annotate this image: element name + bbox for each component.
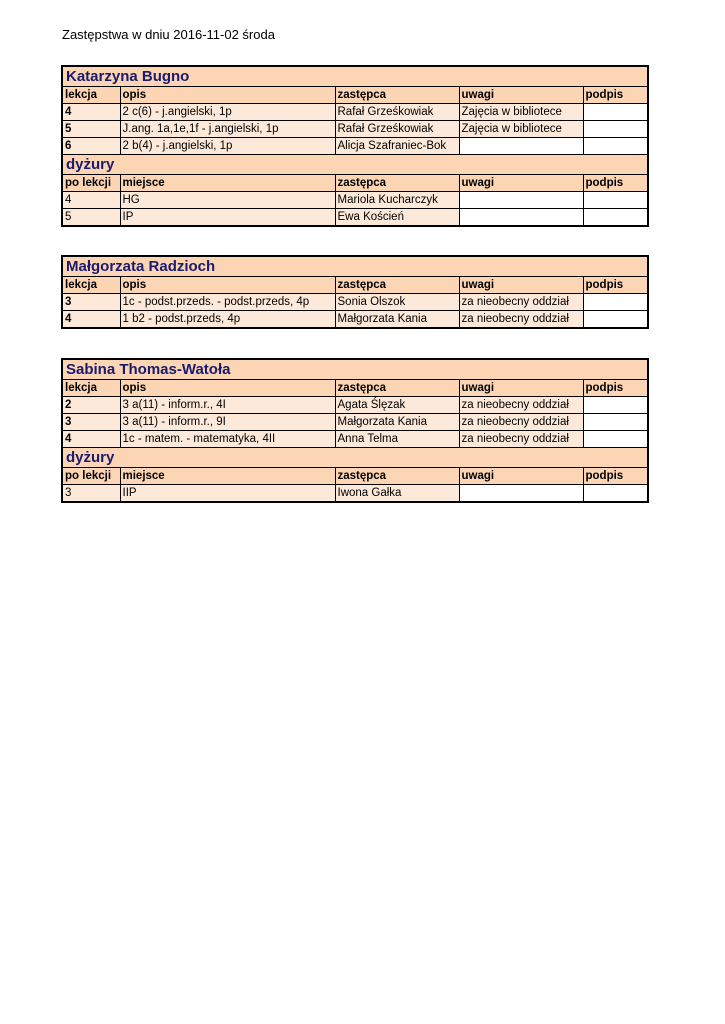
cell-podpis: [583, 138, 647, 155]
header-lekcja: lekcja: [63, 277, 120, 294]
duty-section-title: dyżury: [63, 154, 647, 175]
duty-section-title: dyżury: [63, 447, 647, 468]
table-row: [63, 294, 647, 311]
cell-uwagi: za nieobecny oddział: [459, 311, 583, 328]
cell-zastepca: Sonia Olszok: [335, 294, 459, 311]
header-podpis: podpis: [583, 175, 647, 192]
cell-podpis: [583, 311, 647, 328]
cell-lekcja: 5: [63, 121, 120, 138]
cell-podpis: [583, 121, 647, 138]
header-po-lekcji: po lekcji: [63, 175, 120, 192]
cell-lekcja: 4: [63, 104, 120, 121]
cell-zastepca: Anna Telma: [335, 431, 459, 448]
duty-table: [63, 468, 647, 501]
duty-row: [63, 485, 647, 502]
header-zastepca: zastępca: [335, 277, 459, 294]
cell-uwagi: Zajęcia w bibliotece: [459, 104, 583, 121]
cell-uwagi: za nieobecny oddział: [459, 397, 583, 414]
cell-podpis: [583, 192, 647, 209]
teacher-name: Katarzyna Bugno: [63, 67, 647, 87]
cell-opis: 1c - podst.przeds. - podst.przeds, 4p: [120, 294, 335, 311]
cell-uwagi: za nieobecny oddział: [459, 294, 583, 311]
table-row: [63, 397, 647, 414]
table-header-row: [63, 277, 647, 294]
header-lekcja: lekcja: [63, 87, 120, 104]
cell-podpis: [583, 209, 647, 226]
cell-podpis: [583, 414, 647, 431]
header-zastepca: zastępca: [335, 468, 459, 485]
header-podpis: podpis: [583, 277, 647, 294]
cell-podpis: [583, 104, 647, 121]
cell-po-lekcji: 4: [63, 192, 120, 209]
lessons-table: [63, 380, 647, 447]
header-zastepca: zastępca: [335, 175, 459, 192]
cell-po-lekcji: 5: [63, 209, 120, 226]
duty-table: [63, 175, 647, 225]
header-podpis: podpis: [583, 87, 647, 104]
table-header-row: [63, 87, 647, 104]
header-podpis: podpis: [583, 380, 647, 397]
cell-uwagi: [459, 485, 583, 502]
duty-header-row: [63, 175, 647, 192]
lessons-table: [63, 277, 647, 327]
duty-header-row: [63, 468, 647, 485]
cell-lekcja: 6: [63, 138, 120, 155]
cell-lekcja: 3: [63, 294, 120, 311]
cell-podpis: [583, 431, 647, 448]
cell-lekcja: 4: [63, 311, 120, 328]
table-row: [63, 138, 647, 155]
teacher-name: Sabina Thomas-Watoła: [63, 360, 647, 380]
cell-podpis: [583, 485, 647, 502]
cell-zastepca: Iwona Gałka: [335, 485, 459, 502]
header-opis: opis: [120, 380, 335, 397]
table-header-row: [63, 380, 647, 397]
header-miejsce: miejsce: [120, 468, 335, 485]
cell-uwagi: [459, 209, 583, 226]
cell-zastepca: Alicja Szafraniec-Bok: [335, 138, 459, 155]
cell-uwagi: za nieobecny oddział: [459, 414, 583, 431]
duty-row: [63, 209, 647, 226]
header-zastepca: zastępca: [335, 380, 459, 397]
cell-podpis: [583, 294, 647, 311]
substitution-block-radzioch: [61, 255, 649, 329]
cell-opis: 2 c(6) - j.angielski, 1p: [120, 104, 335, 121]
cell-uwagi: [459, 138, 583, 155]
page-title: Zastępstwa w dniu 2016-11-02 środa: [62, 27, 275, 42]
teacher-name: Małgorzata Radzioch: [63, 257, 647, 277]
cell-zastepca: Mariola Kucharczyk: [335, 192, 459, 209]
header-uwagi: uwagi: [459, 468, 583, 485]
header-uwagi: uwagi: [459, 277, 583, 294]
cell-uwagi: Zajęcia w bibliotece: [459, 121, 583, 138]
cell-podpis: [583, 397, 647, 414]
header-po-lekcji: po lekcji: [63, 468, 120, 485]
header-lekcja: lekcja: [63, 380, 120, 397]
header-uwagi: uwagi: [459, 380, 583, 397]
cell-opis: 1 b2 - podst.przeds, 4p: [120, 311, 335, 328]
header-podpis: podpis: [583, 468, 647, 485]
cell-zastepca: Ewa Koścień: [335, 209, 459, 226]
cell-lekcja: 2: [63, 397, 120, 414]
cell-zastepca: Rafał Grześkowiak: [335, 104, 459, 121]
header-zastepca: zastępca: [335, 87, 459, 104]
cell-opis: 3 a(11) - inform.r., 4I: [120, 397, 335, 414]
header-uwagi: uwagi: [459, 175, 583, 192]
duty-row: [63, 192, 647, 209]
cell-opis: 3 a(11) - inform.r., 9I: [120, 414, 335, 431]
cell-uwagi: za nieobecny oddział: [459, 431, 583, 448]
cell-miejsce: IIP: [120, 485, 335, 502]
table-row: [63, 414, 647, 431]
cell-lekcja: 3: [63, 414, 120, 431]
header-opis: opis: [120, 87, 335, 104]
lessons-table: [63, 87, 647, 154]
header-uwagi: uwagi: [459, 87, 583, 104]
cell-zastepca: Małgorzata Kania: [335, 311, 459, 328]
cell-zastepca: Małgorzata Kania: [335, 414, 459, 431]
table-row: [63, 311, 647, 328]
cell-opis: 1c - matem. - matematyka, 4II: [120, 431, 335, 448]
substitution-block-thomas-watola: [61, 358, 649, 503]
cell-miejsce: HG: [120, 192, 335, 209]
cell-lekcja: 4: [63, 431, 120, 448]
table-row: [63, 104, 647, 121]
cell-opis: J.ang. 1a,1e,1f - j.angielski, 1p: [120, 121, 335, 138]
cell-zastepca: Rafał Grześkowiak: [335, 121, 459, 138]
table-row: [63, 431, 647, 448]
cell-zastepca: Agata Ślęzak: [335, 397, 459, 414]
substitution-block-bugno: [61, 65, 649, 227]
cell-opis: 2 b(4) - j.angielski, 1p: [120, 138, 335, 155]
cell-po-lekcji: 3: [63, 485, 120, 502]
table-row: [63, 121, 647, 138]
cell-miejsce: IP: [120, 209, 335, 226]
header-opis: opis: [120, 277, 335, 294]
cell-uwagi: [459, 192, 583, 209]
header-miejsce: miejsce: [120, 175, 335, 192]
